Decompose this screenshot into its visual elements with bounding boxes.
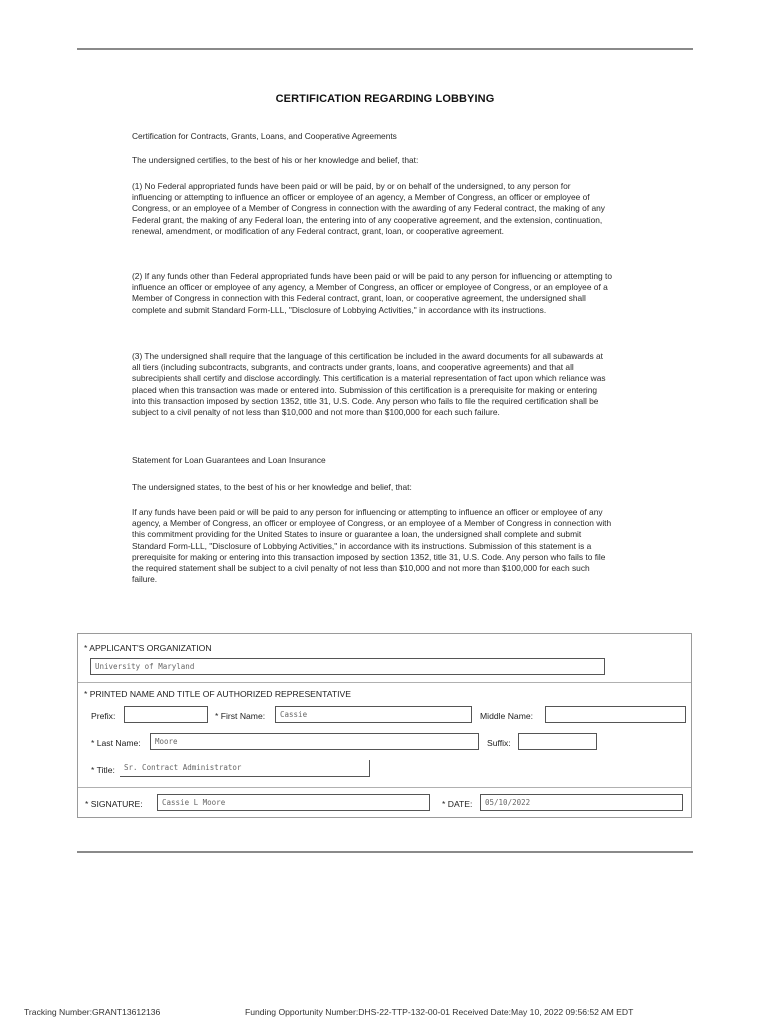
form-divider — [78, 787, 691, 788]
signature-label: * SIGNATURE: — [85, 799, 143, 809]
signature-field[interactable]: Cassie L Moore — [157, 794, 430, 811]
date-field[interactable]: 05/10/2022 — [480, 794, 683, 811]
page-title: CERTIFICATION REGARDING LOBBYING — [275, 93, 495, 105]
org-field[interactable]: University of Maryland — [90, 658, 605, 675]
org-label: * APPLICANT'S ORGANIZATION — [84, 643, 212, 653]
middle-name-label: Middle Name: — [480, 711, 534, 721]
last-name-label: * Last Name: — [91, 738, 141, 748]
section1-intro: The undersigned certifies, to the best of his or her knowledge and belief, that: — [132, 155, 419, 165]
first-name-field[interactable]: Cassie — [275, 706, 472, 723]
title-label: * Title: — [91, 765, 115, 775]
suffix-field[interactable] — [518, 733, 597, 750]
form-divider — [78, 682, 691, 683]
applicant-form — [77, 633, 692, 818]
rep-label: * PRINTED NAME AND TITLE OF AUTHORIZED REPRESENTATIVE — [84, 689, 351, 699]
section2-heading: Statement for Loan Guarantees and Loan Insurance — [132, 455, 326, 465]
paragraph-3: (3) The undersigned shall require that the language of this certification be included in the award documents for all subawards at all tiers (including subcontracts, subgrants, and contracts under grants, loans, and cooperative agreements) and that all subrecipients shall certify and disclose accordingly. This certification is a material representation of fact upon which reliance was placed when this transaction was made or entered into. Submission of this certification is a prerequisite for making or entering into this transaction imposed by section 1352, title 31, U.S. Code. Any person who fails to file the required certification shall be subject to a civil penalty of not less than $10,000 and not more than $100,000 for each such failure. — [132, 351, 606, 418]
section2-intro: The undersigned states, to the best of his or her knowledge and belief, that: — [132, 482, 412, 492]
title-field[interactable]: Sr. Contract Administrator — [120, 760, 370, 777]
funding-opportunity: Funding Opportunity Number:DHS-22-TTP-132-00-01 Received Date:May 10, 2022 09:56:52 AM EDT — [245, 1007, 634, 1017]
bottom-divider — [77, 851, 693, 853]
suffix-label: Suffix: — [487, 738, 511, 748]
middle-name-field[interactable] — [545, 706, 686, 723]
prefix-field[interactable] — [124, 706, 208, 723]
paragraph-4: If any funds have been paid or will be paid to any person for influencing or attempting to influence an officer or employee of any agency, a Member of Congress, an officer or employee of Congress, or an employee of a Member of Congress in connection with this commitment providing for the United States to insure or guarantee a loan, the undersigned shall complete and submit Standard Form-LLL, "Disclosure of Lobbying Activities," in accordance with its instructions. Submission of this statement is a prerequisite for making or entering into this transaction imposed by section 1352, title 31, U.S. Code. Any person who fails to file the required statement shall be subject to a civil penalty of not less than $10,000 and not more than $100,000 for each such failure. — [132, 507, 612, 585]
paragraph-2: (2) If any funds other than Federal appropriated funds have been paid or will be paid to any person for influencing or attempting to influence an officer or employee of any agency, a Member of Congress, an officer or employee of Congress, or an employee of a Member of Congress in connection with this Federal contract, grant, loan, or cooperative agreement, the undersigned shall complete and submit Standard Form-LLL, "Disclosure of Lobbying Activities," in accordance with its instructions. — [132, 271, 613, 315]
paragraph-1: (1) No Federal appropriated funds have been paid or will be paid, by or on behalf of the undersigned, to any person for influencing or attempting to influence an officer or employee of an agency, a Member of Congress, an officer or employee of Congress, or an employee of a Member of Congress in connection with the awarding of any Federal contract, the making of any Federal grant, the making of any Federal loan, the entering into of any cooperative agreement, and the extension, continuation, renewal, amendment, or modification of any Federal contract, grant, loan, or cooperative agreement. — [132, 181, 605, 236]
top-divider — [77, 48, 693, 50]
tracking-number: Tracking Number:GRANT13612136 — [24, 1007, 161, 1017]
first-name-label: * First Name: — [215, 711, 266, 721]
section1-heading: Certification for Contracts, Grants, Loans, and Cooperative Agreements — [132, 131, 397, 141]
last-name-field[interactable]: Moore — [150, 733, 479, 750]
prefix-label: Prefix: — [91, 711, 116, 721]
date-label: * DATE: — [442, 799, 473, 809]
